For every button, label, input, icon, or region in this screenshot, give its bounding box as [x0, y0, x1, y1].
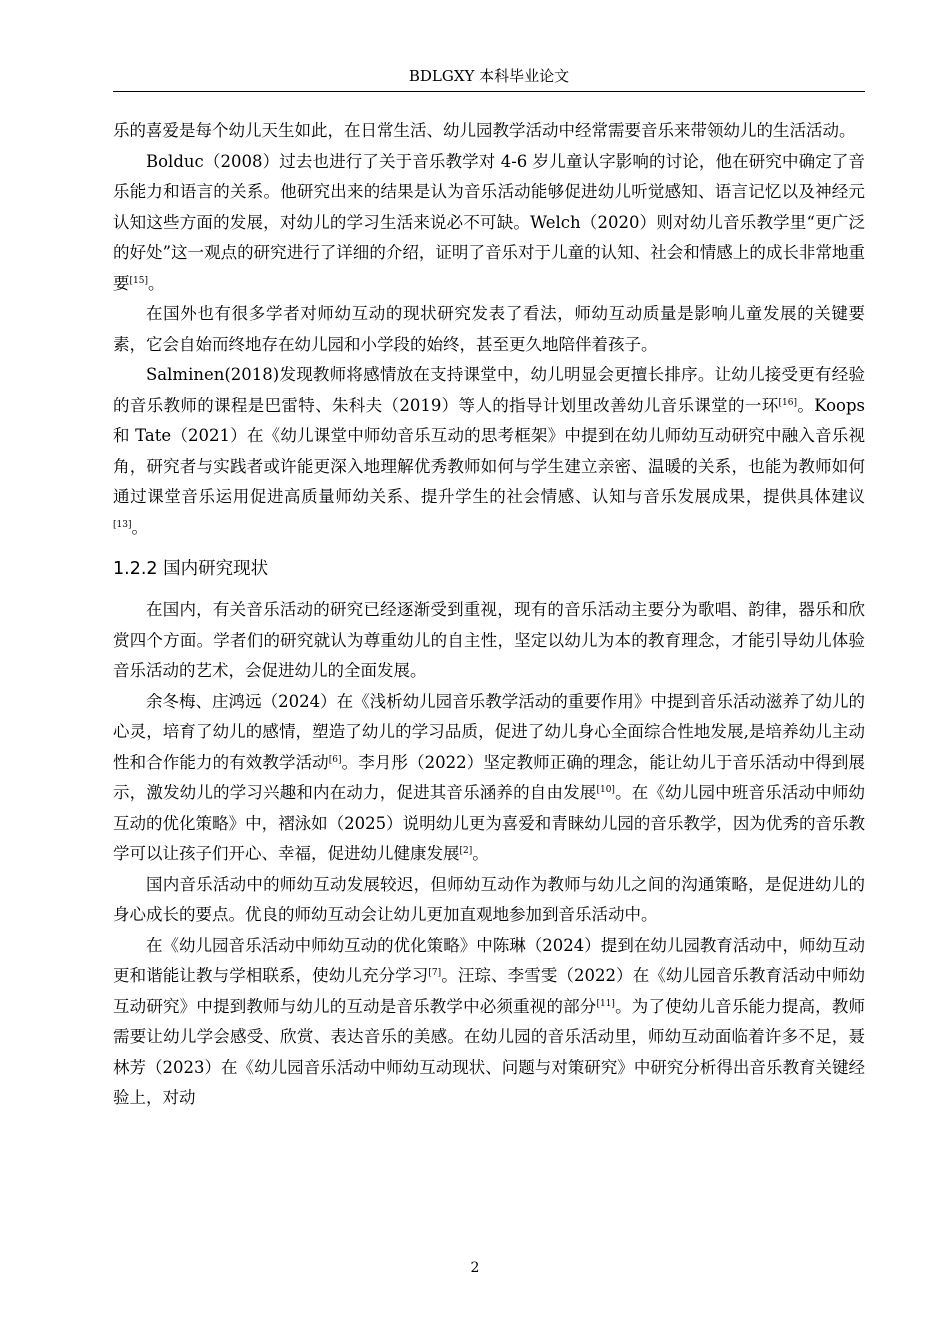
header-rule	[113, 91, 865, 92]
paragraph: 乐的喜爱是每个幼儿天生如此，在日常生活、幼儿园教学活动中经常需要音乐来带领幼儿的生活活动。	[113, 121, 856, 140]
paragraph: Bolduc（2008）过去也进行了关于音乐教学对 4-6 岁儿童认字影响的讨论，他在研究中确定了音乐能力和语言的关系。他研究出来的结果是认为音乐活动能够促进幼儿听觉感知、语言记忆以及神经元认知这些方面的发展，对幼儿的学习生活来说必不可缺。Welch（2020）则对幼儿音乐教学里“更广泛的好处”这一观点的研究进行了详细的介绍，证明了音乐对于儿童的认知、社会和情感上的成长非常地重要[15]。	[113, 151, 865, 293]
paragraph: 在《幼儿园音乐活动中师幼互动的优化策略》中陈琳（2024）提到在幼儿园教育活动中，师幼互动更和谐能让教与学相联系，使幼儿充分学习[7]。汪琮、李雪雯（2022）在《幼儿园音乐教育活动中师幼互动研究》中提到教师与幼儿的互动是音乐教学中必须重视的部分[11]。为了使幼儿音乐能力提高，教师需要让幼儿学会感受、欣赏、表达音乐的美感。在幼儿园的音乐活动里，师幼互动面临着许多不足，聂林芳（2023）在《幼儿园音乐活动中师幼互动现状、问题与对策研究》中研究分析得出音乐教育关键经验上，对动	[113, 935, 866, 1107]
paragraph: 余冬梅、庄鸿远（2024）在《浅析幼儿园音乐教学活动的重要作用》中提到音乐活动滋养了幼儿的心灵，培育了幼儿的感情，塑造了幼儿的学习品质，促进了幼儿身心全面综合性地发展,是培养幼儿主动性和合作能力的有效教学活动[6]。李月彤（2022）坚定教师正确的理念，能让幼儿于音乐活动中得到展示，激发幼儿的学习兴趣和内在动力，促进其音乐涵养的自由发展[10]。在《幼儿园中班音乐活动中师幼互动的优化策略》中，褶泳如（2025）说明幼儿更为喜爱和青睐幼儿园的音乐教学，因为优秀的音乐教学可以让孩子们开心、幸福，促进幼儿健康发展[2]。	[113, 691, 866, 863]
page-number: 2	[470, 1260, 480, 1276]
citation: [16]	[778, 397, 798, 408]
citation: [10]	[596, 785, 615, 795]
citation: [11]	[596, 998, 615, 1009]
citation: [6]	[328, 754, 342, 765]
citation: [15]	[129, 275, 148, 286]
citation: [2]	[459, 846, 473, 856]
paragraph: Salminen(2018)发现教师将感情放在支持课堂中，幼儿明显会更擅长排序。让幼儿接受更有经验的音乐教师的课程是巴雷特、朱科夫（2019）等人的指导计划里改善幼儿音乐课堂的一环[16]。Koops 和 Tate（2021）在《幼儿课堂中师幼音乐互动的思考框架》中提到在幼儿师幼互动研究中融入音乐视角，研究者与实践者或许能更深入地理解优秀教师如何与学生建立亲密、温暖的关系，也能为教师如何通过课堂音乐运用促进高质量师幼关系、提升学生的社会情感、认知与音乐发展成果，提供具体建议[13]。	[113, 365, 865, 537]
paragraph: 国内音乐活动中的师幼互动发展较迟，但师幼互动作为教师与幼儿之间的沟通策略，是促进幼儿的身心成长的要点。优良的师幼互动会让幼儿更加直观地参加到音乐活动中。	[113, 874, 865, 924]
page-header: BDLGXY 本科毕业论文	[408, 67, 570, 85]
citation: [13]	[113, 519, 132, 530]
citation: [7]	[428, 968, 442, 978]
paragraph: 在国外也有很多学者对师幼互动的现状研究发表了看法，师幼互动质量是影响儿童发展的关键要素，它会自始而终地存在幼儿园和小学段的始终，甚至更久地陪伴着孩子。	[113, 304, 865, 354]
body-text	[113, 116, 865, 1114]
section-heading: 1.2.2 国内研究现状	[113, 559, 269, 579]
paragraph: 在国内，有关音乐活动的研究已经逐渐受到重视，现有的音乐活动主要分为歌唱、韵律，器乐和欣赏四个方面。学者们的研究就认为尊重幼儿的自主性，坚定以幼儿为本的教育理念，才能引导幼儿体验音乐活动的艺术，会促进幼儿的全面发展。	[113, 600, 865, 680]
